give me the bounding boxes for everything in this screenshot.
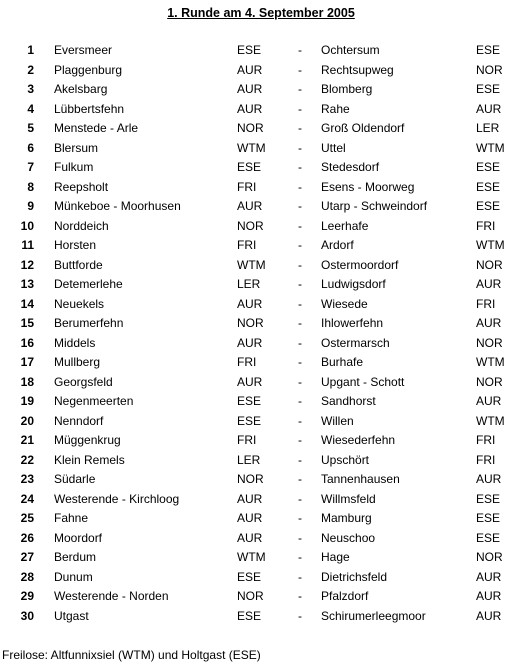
- home-team: Fulkum: [54, 160, 94, 174]
- match-number: 12: [20, 257, 34, 272]
- fixture-row: [0, 529, 522, 549]
- match-number: 2: [27, 62, 34, 77]
- away-team: Rechtsupweg: [321, 62, 394, 77]
- fixture-row: [0, 217, 522, 237]
- home-district: ESE: [237, 569, 262, 584]
- away-district: AUR: [476, 316, 502, 330]
- away-district: ESE: [476, 160, 501, 174]
- home-team: Negenmeerten: [54, 394, 134, 408]
- home-district: NOR: [237, 589, 264, 603]
- home-team: Südarle: [54, 472, 96, 486]
- vs-separator: -: [298, 316, 302, 330]
- away-team: Schirumerleegmoor: [321, 608, 426, 623]
- match-number: 26: [20, 530, 34, 545]
- away-district: NOR: [476, 62, 503, 77]
- away-team: Stedesdorf: [321, 160, 380, 174]
- away-team: Ludwigsdorf: [321, 277, 386, 291]
- vs-separator: -: [298, 43, 302, 57]
- home-district: ESE: [237, 608, 262, 623]
- match-number: 13: [20, 277, 34, 291]
- match-number: 23: [20, 472, 34, 486]
- away-team: Mamburg: [321, 511, 372, 525]
- away-district: AUR: [476, 101, 502, 116]
- home-district: AUR: [237, 62, 263, 77]
- away-team: Pfalzdorf: [321, 589, 369, 603]
- home-district: LER: [237, 277, 261, 291]
- match-number: 30: [20, 608, 34, 623]
- match-number: 16: [20, 335, 34, 350]
- fixture-row: [0, 256, 522, 276]
- vs-separator: -: [298, 277, 302, 291]
- home-district: FRI: [237, 179, 257, 194]
- away-team: Burhafe: [321, 355, 364, 369]
- away-district: ESE: [476, 511, 501, 525]
- home-district: AUR: [237, 491, 263, 506]
- away-district: AUR: [476, 569, 502, 584]
- home-district: WTM: [237, 550, 266, 564]
- home-district: LER: [237, 452, 261, 467]
- away-team: Wiesederfehn: [321, 433, 396, 447]
- fixture-row: [0, 139, 522, 159]
- home-district: AUR: [237, 82, 263, 96]
- away-district: NOR: [476, 374, 503, 389]
- page-title: 1. Runde am 4. September 2005: [167, 6, 355, 20]
- vs-separator: -: [298, 491, 302, 506]
- home-team: Menstede - Arle: [54, 121, 139, 135]
- away-district: AUR: [476, 277, 502, 291]
- away-district: WTM: [476, 413, 505, 428]
- match-number: 28: [20, 569, 34, 584]
- vs-separator: -: [298, 179, 302, 194]
- match-number: 18: [20, 374, 34, 389]
- vs-separator: -: [298, 550, 302, 564]
- home-team: Georgsfeld: [54, 374, 113, 389]
- away-district: FRI: [476, 452, 496, 467]
- vs-separator: -: [298, 296, 302, 311]
- vs-separator: -: [298, 101, 302, 116]
- match-number: 9: [27, 199, 34, 213]
- fixture-row: [0, 119, 522, 139]
- vs-separator: -: [298, 355, 302, 369]
- away-team: Leerhafe: [321, 218, 369, 233]
- home-team: Nenndorf: [54, 413, 104, 428]
- match-number: 14: [20, 296, 34, 311]
- fixture-row: [0, 353, 522, 373]
- home-team: Utgast: [54, 608, 89, 623]
- home-team: Neuekels: [54, 296, 105, 311]
- home-team: Akelsbarg: [54, 82, 108, 96]
- away-district: AUR: [476, 608, 502, 623]
- away-district: ESE: [476, 491, 501, 506]
- home-district: AUR: [237, 374, 263, 389]
- home-district: ESE: [237, 413, 262, 428]
- match-number: 29: [20, 589, 34, 603]
- home-district: AUR: [237, 199, 263, 213]
- home-team: Westerende - Kirchloog: [54, 491, 180, 506]
- away-team: Wiesede: [321, 296, 368, 311]
- match-number: 22: [20, 452, 34, 467]
- fixture-row: [0, 314, 522, 334]
- fixture-row: [0, 509, 522, 529]
- home-team: Norddeich: [54, 218, 109, 233]
- home-team: Blersum: [54, 140, 99, 155]
- away-team: Upgant - Schott: [321, 374, 405, 389]
- away-team: Ostermoordorf: [321, 257, 399, 272]
- fixture-row: [0, 178, 522, 198]
- home-team: Buttforde: [54, 257, 103, 272]
- home-district: WTM: [237, 257, 266, 272]
- away-district: ESE: [476, 530, 501, 545]
- vs-separator: -: [298, 335, 302, 350]
- away-team: Tannenhausen: [321, 472, 400, 486]
- fixture-row: [0, 80, 522, 100]
- vs-separator: -: [298, 218, 302, 233]
- fixture-row: [0, 490, 522, 510]
- match-number: 7: [27, 160, 34, 174]
- away-team: Willen: [321, 413, 354, 428]
- away-team: Sandhorst: [321, 394, 376, 408]
- home-district: NOR: [237, 472, 264, 486]
- fixture-row: [0, 275, 522, 295]
- away-team: Upschört: [321, 452, 370, 467]
- home-team: Lübbertsfehn: [54, 101, 125, 116]
- vs-separator: -: [298, 569, 302, 584]
- home-team: Plaggenburg: [54, 62, 123, 77]
- fixture-row: [0, 61, 522, 81]
- vs-separator: -: [298, 394, 302, 408]
- match-number: 5: [27, 121, 34, 135]
- home-team: Fahne: [54, 511, 89, 525]
- match-number: 21: [20, 433, 34, 447]
- away-district: WTM: [476, 238, 505, 252]
- home-district: AUR: [237, 101, 263, 116]
- away-district: AUR: [476, 394, 502, 408]
- home-team: Müggenkrug: [54, 433, 121, 447]
- home-team: Westerende - Norden: [54, 589, 169, 603]
- match-number: 3: [27, 82, 34, 96]
- fixture-row: [0, 295, 522, 315]
- match-number: 19: [20, 394, 34, 408]
- away-district: WTM: [476, 140, 505, 155]
- home-district: FRI: [237, 433, 257, 447]
- vs-separator: -: [298, 160, 302, 174]
- vs-separator: -: [298, 530, 302, 545]
- home-district: FRI: [237, 355, 257, 369]
- vs-separator: -: [298, 374, 302, 389]
- home-team: Berumerfehn: [54, 316, 124, 330]
- away-team: Uttel: [321, 140, 346, 155]
- away-district: NOR: [476, 257, 503, 272]
- home-team: Klein Remels: [54, 452, 125, 467]
- fixture-row: [0, 431, 522, 451]
- match-number: 24: [20, 491, 34, 506]
- away-district: LER: [476, 121, 500, 135]
- vs-separator: -: [298, 511, 302, 525]
- fixture-row: [0, 197, 522, 217]
- home-team: Dunum: [54, 569, 93, 584]
- home-district: AUR: [237, 335, 263, 350]
- away-district: AUR: [476, 472, 502, 486]
- away-team: Neuschoo: [321, 530, 376, 545]
- match-number: 8: [27, 179, 34, 194]
- vs-separator: -: [298, 238, 302, 252]
- vs-separator: -: [298, 413, 302, 428]
- home-team: Münkeboe - Moorhusen: [54, 199, 181, 213]
- home-district: AUR: [237, 530, 263, 545]
- away-district: ESE: [476, 82, 501, 96]
- home-district: WTM: [237, 140, 266, 155]
- fixture-row: [0, 392, 522, 412]
- away-district: ESE: [476, 199, 501, 213]
- vs-separator: -: [298, 121, 302, 135]
- home-team: Berdum: [54, 550, 97, 564]
- home-team: Reepsholt: [54, 179, 109, 194]
- away-team: Willmsfeld: [321, 491, 376, 506]
- fixture-row: [0, 587, 522, 607]
- away-district: FRI: [476, 296, 496, 311]
- away-team: Dietrichsfeld: [321, 569, 388, 584]
- home-district: ESE: [237, 160, 262, 174]
- fixture-row: [0, 607, 522, 627]
- away-district: WTM: [476, 355, 505, 369]
- vs-separator: -: [298, 82, 302, 96]
- home-team: Mullberg: [54, 355, 101, 369]
- away-team: Ardorf: [321, 238, 354, 252]
- away-team: Ostermarsch: [321, 335, 390, 350]
- away-team: Ochtersum: [321, 43, 380, 57]
- vs-separator: -: [298, 452, 302, 467]
- match-number: 25: [20, 511, 34, 525]
- match-number: 4: [27, 101, 34, 116]
- home-district: FRI: [237, 238, 257, 252]
- fixture-row: [0, 100, 522, 120]
- home-team: Moordorf: [54, 530, 103, 545]
- away-district: ESE: [476, 43, 501, 57]
- away-team: Hage: [321, 550, 350, 564]
- away-team: Ihlowerfehn: [321, 316, 384, 330]
- away-district: NOR: [476, 335, 503, 350]
- fixture-row: [0, 548, 522, 568]
- vs-separator: -: [298, 472, 302, 486]
- away-team: Esens - Moorweg: [321, 179, 415, 194]
- away-team: Rahe: [321, 101, 350, 116]
- fixture-row: [0, 412, 522, 432]
- home-team: Eversmeer: [54, 43, 113, 57]
- match-number: 17: [20, 355, 34, 369]
- match-number: 1: [27, 43, 34, 57]
- home-team: Detemerlehe: [54, 277, 123, 291]
- away-district: AUR: [476, 589, 502, 603]
- away-district: ESE: [476, 179, 501, 194]
- match-number: 20: [20, 413, 34, 428]
- vs-separator: -: [298, 140, 302, 155]
- vs-separator: -: [298, 589, 302, 603]
- fixture-row: [0, 373, 522, 393]
- fixture-row: [0, 470, 522, 490]
- away-team: Utarp - Schweindorf: [321, 199, 428, 213]
- away-district: FRI: [476, 433, 496, 447]
- away-team: Groß Oldendorf: [321, 121, 405, 135]
- home-district: NOR: [237, 218, 264, 233]
- match-number: 27: [20, 550, 34, 564]
- home-team: Middels: [54, 335, 96, 350]
- fixture-row: [0, 334, 522, 354]
- fixture-row: [0, 568, 522, 588]
- byes-note: Freilose: Altfunnixsiel (WTM) und Holtgast (ESE): [2, 648, 261, 662]
- match-number: 10: [20, 218, 34, 233]
- fixture-row: [0, 451, 522, 471]
- home-district: AUR: [237, 511, 263, 525]
- vs-separator: -: [298, 257, 302, 272]
- home-district: AUR: [237, 296, 263, 311]
- away-district: NOR: [476, 550, 503, 564]
- home-district: NOR: [237, 316, 264, 330]
- away-district: FRI: [476, 218, 496, 233]
- match-number: 6: [27, 140, 34, 155]
- fixture-row: [0, 41, 522, 61]
- vs-separator: -: [298, 62, 302, 77]
- away-team: Blomberg: [321, 82, 373, 96]
- vs-separator: -: [298, 199, 302, 213]
- fixture-row: [0, 236, 522, 256]
- home-district: ESE: [237, 394, 262, 408]
- fixture-row: [0, 158, 522, 178]
- fixture-table: [0, 41, 522, 626]
- match-number: 15: [20, 316, 34, 330]
- home-district: ESE: [237, 43, 262, 57]
- match-number: 11: [21, 238, 34, 252]
- home-team: Horsten: [54, 238, 97, 252]
- vs-separator: -: [298, 608, 302, 623]
- vs-separator: -: [298, 433, 302, 447]
- home-district: NOR: [237, 121, 264, 135]
